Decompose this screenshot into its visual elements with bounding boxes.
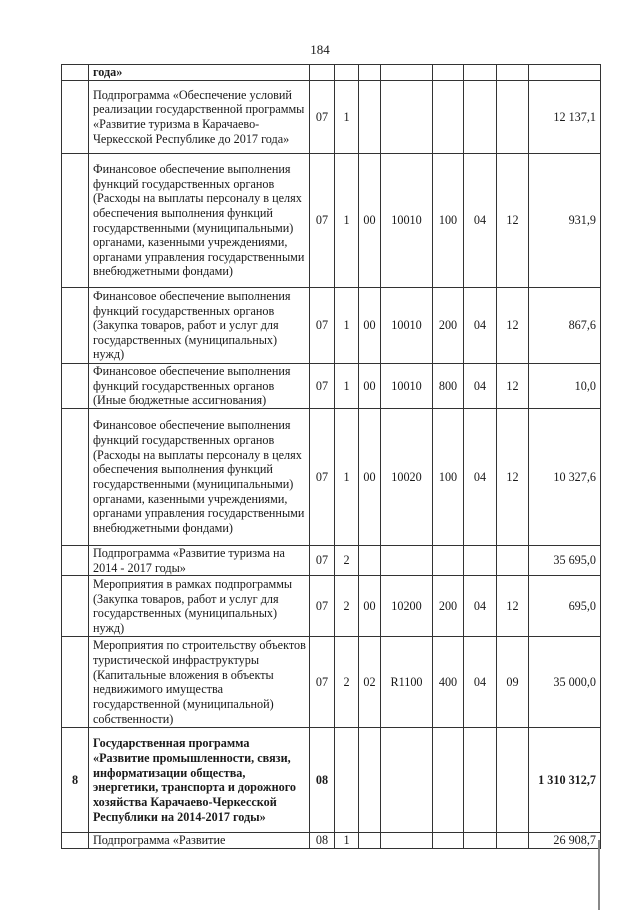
code-cell [381,833,433,849]
table-row [62,576,601,637]
code-cell: 10010 [381,364,433,409]
code-cell: 10200 [381,576,433,637]
amount-cell: 695,0 [529,576,601,637]
code-cell: 07 [310,154,335,288]
row-number-cell [62,81,89,154]
amount-cell: 10,0 [529,364,601,409]
code-cell [433,833,464,849]
code-cell [464,546,497,576]
code-cell: 12 [497,576,529,637]
amount-cell [529,65,601,81]
code-cell [433,65,464,81]
item-name-cell: Подпрограмма «Обеспечение условий реализации государственной программы «Развитие туризма в Карачаево-Черкесской Республике до 2017 года» [89,81,310,154]
code-cell [433,546,464,576]
code-cell [359,833,381,849]
table-row [62,364,601,409]
code-cell: 07 [310,364,335,409]
code-cell [381,81,433,154]
row-number-cell [62,364,89,409]
table-row [62,65,601,81]
code-cell: 00 [359,288,381,364]
item-name-cell: Финансовое обеспечение выполнения функций государственных органов (Расходы на выплаты персоналу в целях обеспечения выполнения функций государственными (муниципальными) органами, казенными учреждениями, органами управления государственными внебюджетными фондами) [89,154,310,288]
code-cell [335,728,359,833]
table-row [62,637,601,728]
code-cell: 00 [359,576,381,637]
code-cell: 10010 [381,288,433,364]
scan-edge-line [598,840,600,910]
code-cell [433,81,464,154]
code-cell [359,81,381,154]
code-cell: 07 [310,288,335,364]
code-cell: 04 [464,154,497,288]
code-cell: 2 [335,546,359,576]
item-name-cell: Финансовое обеспечение выполнения функций государственных органов (Иные бюджетные ассигнования) [89,364,310,409]
code-cell [497,833,529,849]
code-cell: 08 [310,728,335,833]
code-cell [381,728,433,833]
code-cell: 200 [433,288,464,364]
code-cell: 2 [335,576,359,637]
item-name-cell: Подпрограмма «Развитие туризма на 2014 - 2017 годы» [89,546,310,576]
code-cell: 400 [433,637,464,728]
code-cell: 800 [433,364,464,409]
code-cell: 08 [310,833,335,849]
code-cell: 04 [464,364,497,409]
code-cell [381,546,433,576]
code-cell: 07 [310,409,335,546]
table-row [62,833,601,849]
code-cell: 12 [497,154,529,288]
code-cell: 00 [359,364,381,409]
code-cell: 04 [464,288,497,364]
code-cell: 1 [335,288,359,364]
code-cell: 07 [310,546,335,576]
code-cell: 1 [335,409,359,546]
code-cell: R1100 [381,637,433,728]
code-cell: 00 [359,409,381,546]
budget-table [61,64,601,849]
row-number-cell [62,576,89,637]
amount-cell: 35 695,0 [529,546,601,576]
code-cell: 2 [335,637,359,728]
item-name-cell: Подпрограмма «Развитие [89,833,310,849]
code-cell [464,81,497,154]
code-cell: 200 [433,576,464,637]
code-cell: 100 [433,154,464,288]
code-cell: 04 [464,576,497,637]
amount-cell: 26 908,7 [529,833,601,849]
code-cell: 04 [464,409,497,546]
code-cell [497,546,529,576]
code-cell: 04 [464,637,497,728]
code-cell [310,65,335,81]
code-cell [359,546,381,576]
item-name-cell: Мероприятия в рамках подпрограммы (Закупка товаров, работ и услуг для государственных (муниципальных) нужд) [89,576,310,637]
row-number-cell [62,833,89,849]
page-number: 184 [310,42,330,57]
code-cell: 12 [497,288,529,364]
code-cell: 09 [497,637,529,728]
code-cell [335,65,359,81]
row-number-cell [62,65,89,81]
code-cell: 10020 [381,409,433,546]
code-cell: 00 [359,154,381,288]
table-row [62,728,601,833]
code-cell: 10010 [381,154,433,288]
code-cell: 07 [310,637,335,728]
row-number-cell [62,546,89,576]
table-body [62,65,601,849]
amount-cell: 1 310 312,7 [529,728,601,833]
code-cell: 12 [497,364,529,409]
code-cell [497,728,529,833]
row-number-cell [62,409,89,546]
table-row [62,81,601,154]
amount-cell: 12 137,1 [529,81,601,154]
code-cell [359,65,381,81]
code-cell: 12 [497,409,529,546]
table-row [62,546,601,576]
code-cell [497,65,529,81]
amount-cell: 10 327,6 [529,409,601,546]
code-cell [359,728,381,833]
code-cell: 1 [335,833,359,849]
item-name-cell: года» [89,65,310,81]
item-name-cell: Финансовое обеспечение выполнения функций государственных органов (Расходы на выплаты персоналу в целях обеспечения выполнения функций государственными (муниципальными) органами, казенными учреждениями, органами управления государственными внебюджетными фондами) [89,409,310,546]
amount-cell: 867,6 [529,288,601,364]
item-name-cell: Государственная программа «Развитие промышленности, связи, информатизации общества, энергетики, транспорта и дорожного хозяйства Карачаево-Черкесской Республики на 2014-2017 годы» [89,728,310,833]
code-cell: 1 [335,81,359,154]
code-cell [433,728,464,833]
table-row [62,409,601,546]
row-number-cell [62,288,89,364]
code-cell: 1 [335,364,359,409]
code-cell: 07 [310,81,335,154]
code-cell: 1 [335,154,359,288]
code-cell [497,81,529,154]
table-row [62,288,601,364]
table-row [62,154,601,288]
code-cell: 100 [433,409,464,546]
item-name-cell: Финансовое обеспечение выполнения функций государственных органов (Закупка товаров, работ и услуг для государственных (муниципальных) нужд) [89,288,310,364]
code-cell [464,728,497,833]
code-cell: 02 [359,637,381,728]
amount-cell: 35 000,0 [529,637,601,728]
code-cell: 07 [310,576,335,637]
amount-cell: 931,9 [529,154,601,288]
code-cell [464,833,497,849]
code-cell [381,65,433,81]
item-name-cell: Мероприятия по строительству объектов туристической инфраструктуры (Капитальные вложения в объекты недвижимого имущества государственной (муниципальной) собственности) [89,637,310,728]
row-number-cell [62,637,89,728]
row-number-cell [62,154,89,288]
code-cell [464,65,497,81]
row-number-cell: 8 [62,728,89,833]
